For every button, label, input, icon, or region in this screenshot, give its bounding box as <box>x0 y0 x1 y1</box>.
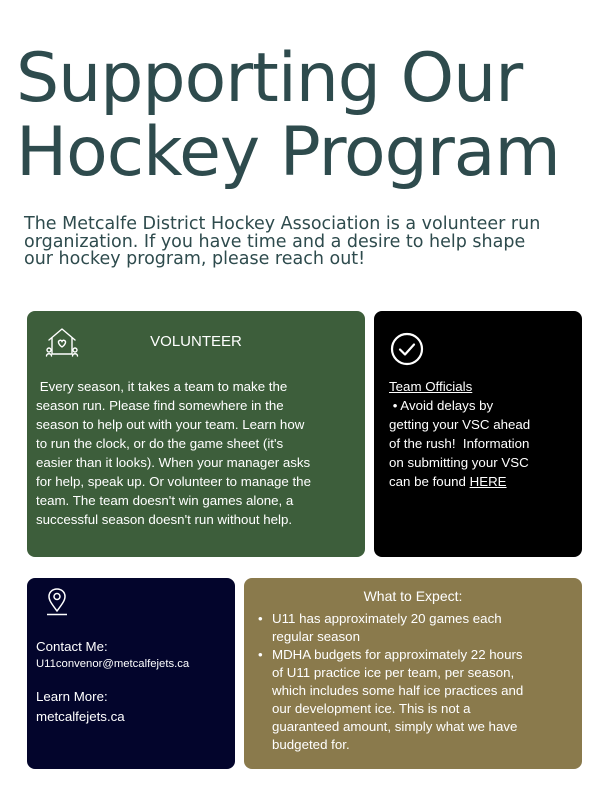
intro-line-3: our hockey program, please reach out! <box>24 249 366 269</box>
volunteer-line: team. The team doesn't win games alone, a <box>36 493 294 508</box>
expect-line: MDHA budgets for approximately 22 hours <box>272 647 523 662</box>
vsc-info-link[interactable]: HERE <box>469 474 507 489</box>
volunteer-line: season run. Please find somewhere in the <box>36 398 284 413</box>
intro-paragraph <box>24 216 594 269</box>
team-officials-heading: Team Officials <box>389 379 473 394</box>
team-officials-line: on submitting your VSC <box>389 455 529 470</box>
expect-line: guaranteed amount, simply what we have <box>272 719 518 734</box>
volunteer-heading: VOLUNTEER <box>150 333 242 350</box>
website-link[interactable]: metcalfejets.ca <box>36 709 125 724</box>
volunteer-line: Every season, it takes a team to make the <box>36 379 288 394</box>
intro-line-1: The Metcalfe District Hockey Association is a volunteer run <box>24 214 541 234</box>
team-officials-line: of the rush! Information <box>389 436 530 451</box>
team-officials-text <box>389 377 579 491</box>
volunteer-card <box>27 311 365 557</box>
expect-line: U11 has approximately 20 games each <box>272 611 502 626</box>
intro-line-2: organization. If you have time and a desire to help shape <box>24 231 526 252</box>
expect-line: which includes some half ice practices and <box>272 683 524 698</box>
team-officials-line: • Avoid delays by <box>389 398 494 413</box>
learn-more-label: Learn More: <box>36 689 108 704</box>
team-officials-line: can be found <box>389 474 470 489</box>
volunteer-line: successful season doesn't run without help. <box>36 512 293 527</box>
volunteer-line: easier than it looks). When your manager asks <box>36 455 311 470</box>
volunteer-text <box>36 377 358 529</box>
expect-line: our development ice. This is not a <box>272 701 471 716</box>
contact-label: Contact Me: <box>36 639 108 654</box>
title-line-2: Hockey Program <box>16 113 560 192</box>
expect-item-ice-time <box>256 646 578 754</box>
expect-line: of U11 practice ice per team, per season, <box>272 665 515 680</box>
title-line-1: Supporting Our <box>16 39 523 118</box>
location-pin-icon <box>45 587 69 617</box>
page-title <box>16 39 560 192</box>
expect-item-games <box>256 610 578 646</box>
volunteer-line: season to help out with your team. Learn how <box>36 417 305 432</box>
contact-card <box>27 578 235 769</box>
what-to-expect-heading: What to Expect: <box>363 588 463 604</box>
expect-list <box>256 610 578 754</box>
expect-line: regular season <box>272 629 360 644</box>
team-officials-line: getting your VSC ahead <box>389 417 531 432</box>
expect-line: budgeted for. <box>272 737 350 752</box>
volunteer-line: to run the clock, or do the game sheet (it's <box>36 436 284 451</box>
team-officials-card <box>374 311 582 557</box>
what-to-expect-card <box>244 578 582 769</box>
contact-email-link[interactable]: U11convenor@metcalfejets.ca <box>36 658 190 670</box>
volunteer-line: for help, speak up. Or volunteer to manage the <box>36 474 311 489</box>
check-circle-icon <box>390 332 424 366</box>
